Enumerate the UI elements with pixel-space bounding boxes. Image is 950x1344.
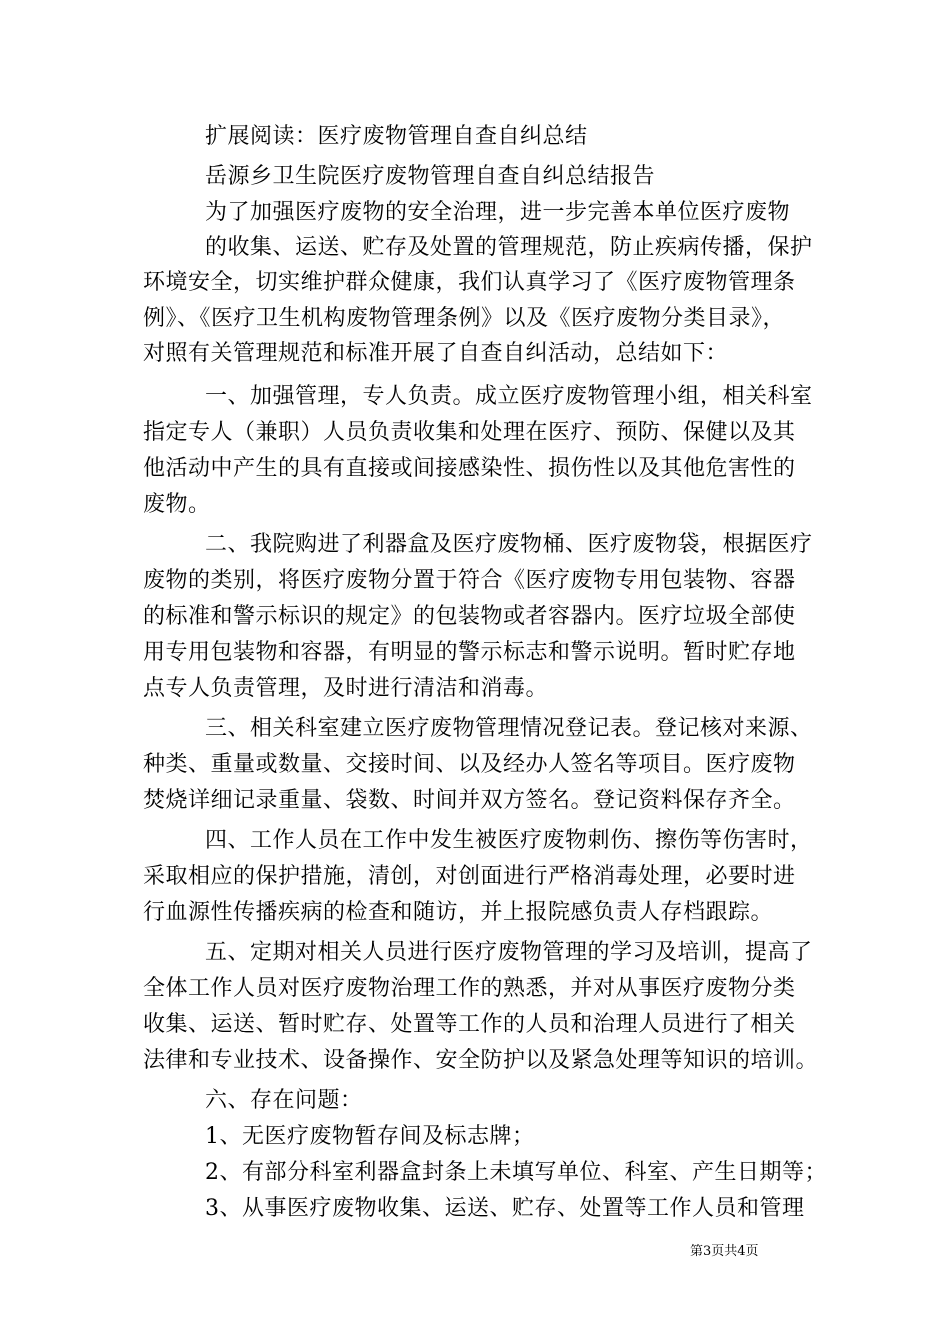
text-line: 二、我院购进了利器盒及医疗废物桶、医疗废物袋，根据医疗 [205, 532, 813, 557]
text-line: 四、工作人员在工作中发生被医疗废物刺伤、擦伤等伤害时， [205, 828, 813, 853]
text-line: 采取相应的保护措施，清创，对创面进行严格消毒处理，必要时进 [143, 864, 796, 889]
text-line: 法律和专业技术、设备操作、安全防护以及紧急处理等知识的培训。 [143, 1048, 819, 1073]
text-line: 种类、重量或数量、交接时间、以及经办人签名等项目。医疗废物 [143, 752, 796, 777]
text-line: 3、从事医疗废物收集、运送、贮存、处置等工作人员和管理 [205, 1196, 805, 1221]
page-number: 第3页共4页 [690, 1244, 759, 1259]
text-line: 一、加强管理，专人负责。成立医疗废物管理小组，相关科室 [205, 384, 813, 409]
text-line: 他活动中产生的具有直接或间接感染性、损伤性以及其他危害性的 [143, 456, 796, 481]
text-line: 扩展阅读：医疗废物管理自查自纠总结 [205, 124, 588, 149]
text-line: 点专人负责管理，及时进行清洁和消毒。 [143, 676, 549, 701]
text-line: 对照有关管理规范和标准开展了自查自纠活动，总结如下： [143, 341, 729, 366]
text-line: 焚烧详细记录重量、袋数、时间并双方签名。登记资料保存齐全。 [143, 788, 796, 813]
text-line: 收集、运送、暂时贮存、处置等工作的人员和治理人员进行了相关 [143, 1012, 796, 1037]
text-line: 的标准和警示标识的规定》的包装物或者容器内。医疗垃圾全部使 [143, 604, 796, 629]
text-line: 五、定期对相关人员进行医疗废物管理的学习及培训，提高了 [205, 940, 813, 965]
text-line: 指定专人（兼职）人员负责收集和处理在医疗、预防、保健以及其 [143, 420, 796, 445]
text-line: 2、有部分科室利器盒封条上未填写单位、科室、产生日期等； [205, 1160, 827, 1185]
text-line: 全体工作人员对医疗废物治理工作的熟悉，并对从事医疗废物分类 [143, 976, 796, 1001]
text-line: 用专用包装物和容器，有明显的警示标志和警示说明。暂时贮存地 [143, 640, 796, 665]
text-line: 为了加强医疗废物的安全治理，进一步完善本单位医疗废物 [205, 200, 791, 225]
text-line: 废物。 [143, 492, 211, 517]
text-line: 废物的类别，将医疗废物分置于符合《医疗废物专用包装物、容器 [143, 568, 796, 593]
text-line: 行血源性传播疾病的检查和随访，并上报院感负责人存档跟踪。 [143, 900, 774, 925]
text-line: 1、无医疗废物暂存间及标志牌； [205, 1124, 535, 1149]
text-line: 的收集、运送、贮存及处置的管理规范，防止疾病传播，保护 [205, 235, 813, 260]
text-line: 六、存在问题： [205, 1088, 363, 1113]
text-line: 例》、《医疗卫生机构废物管理条例》以及《医疗废物分类目录》， [143, 306, 786, 331]
text-line: 环境安全，切实维护群众健康，我们认真学习了《医疗废物管理条 [143, 270, 796, 295]
text-line: 三、相关科室建立医疗废物管理情况登记表。登记核对来源、 [205, 716, 813, 741]
text-line: 岳源乡卫生院医疗废物管理自查自纠总结报告 [205, 164, 656, 189]
